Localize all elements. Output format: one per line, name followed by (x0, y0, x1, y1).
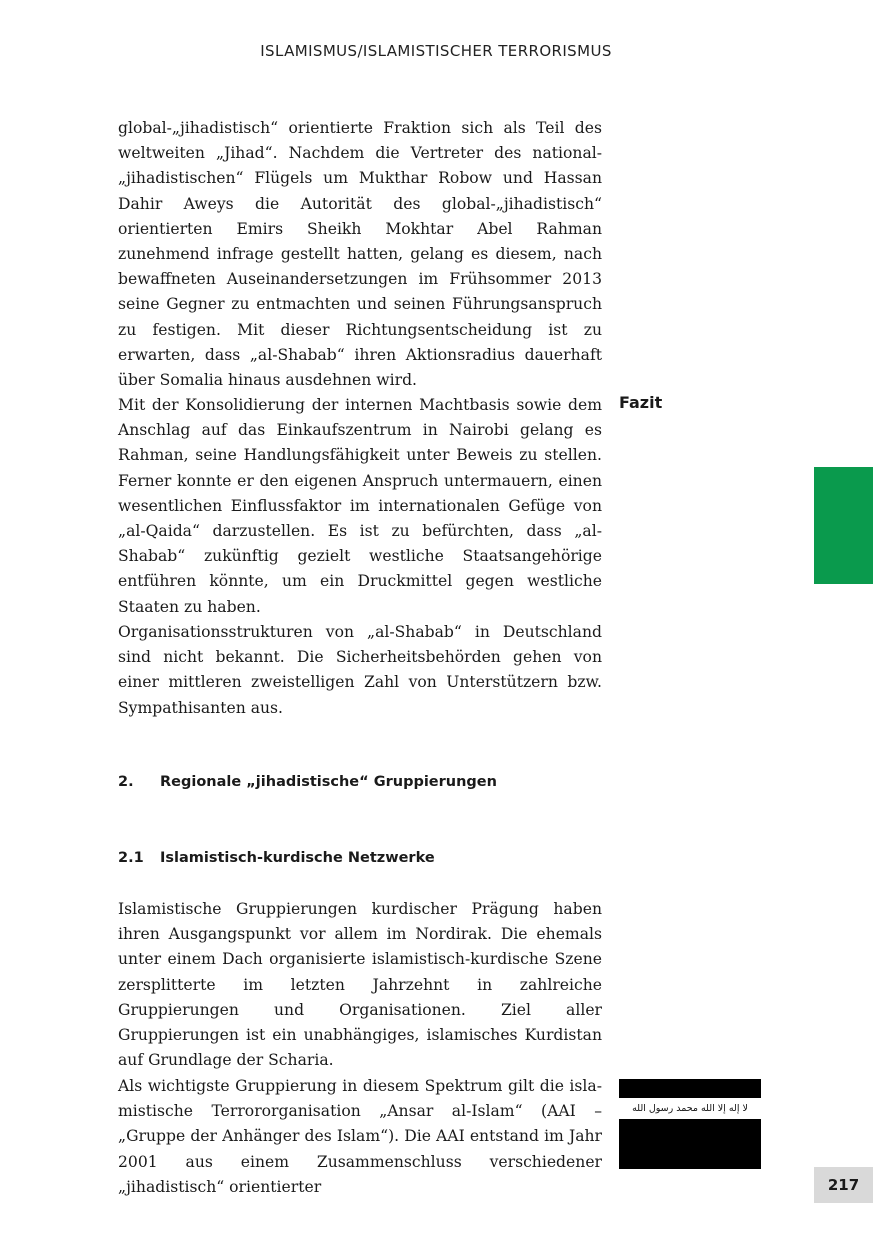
section-number: 2. (118, 774, 134, 790)
section-title: Regionale „jihadistische“ Gruppierungen (160, 774, 497, 790)
flag-inscription: لا إله إلا الله محمد رسول الله (632, 1103, 748, 1114)
subsection-number: 2.1 (118, 850, 144, 866)
paragraph-2: Mit der Konsolidierung der internen Machtbasis sowie dem Anschlag auf das Einkaufszentrum in Nairobi gelang es Rahman, seine Handlungsfähigkeit unter Beweis zu stellen. Ferner konnte er den eigenen Anspruch untermauern, einen wesentlichen Einflussfaktor im internationalen Gefüge von „al-Qaida“ darzustellen. Es ist zu befürchten, dass „al-Shabab“ zukünftig gezielt westliche Staatsangehörige entführen könnte, um ein Druckmittel gegen westliche Staaten zu haben. (118, 396, 602, 616)
ansar-al-islam-flag-image (619, 1079, 761, 1169)
flag-inscription-band (619, 1098, 761, 1119)
running-header: ISLAMISMUS/ISLAMISTISCHER TERRORISMUS (260, 42, 612, 60)
section-heading (118, 774, 497, 790)
margin-note-fazit: Fazit (619, 393, 663, 412)
subsection-heading (118, 850, 435, 866)
paragraph-5: Als wichtigste Gruppierung in diesem Spektrum gilt die islamistische Terrororganisation „Ansar al-Islam“ (AAI – „Gruppe der Anhänger des Islam“). Die AAI entstand im Jahr 2001 aus einem Zusammenschluss verschiedener „jihadistisch“ orientierter (118, 1077, 602, 1196)
paragraph-4: Islamistische Gruppierungen kurdischer Prägung haben ihren Ausgangspunkt vor allem im Nordirak. Die ehemals unter einem Dach organisierte islamistisch-kurdische Szene zersplitterte im letzten Jahrzehnt in zahlreiche Gruppierungen und Organisationen. Ziel aller Gruppierungen ist ein unabhängiges, islamisches Kurdistan auf Grundlage der Scharia. (118, 900, 602, 1070)
paragraph-1: global-„jihadistisch“ orientierte Fraktion sich als Teil des weltweiten „Jihad“. Nachdem die Vertreter des national-„jihadistischen“ Flügels um Mukthar Robow und Hassan Dahir Aweys die Autorität des global-„jihadistisch“ orientierten Emirs Sheikh Mokhtar Abel Rahman zunehmend infrage gestellt hatten, gelang es diesem, nach bewaffneten Auseinandersetzungen im Frühsommer 2013 seine Gegner zu entmachten und seinen Führungsanspruch zu festigen. Mit dieser Richtungsentscheidung ist zu erwarten, dass „al-Shabab“ ihren Aktionsradius dauerhaft über Somalia hinaus ausdehnen wird. (118, 119, 602, 390)
chapter-tab-marker (814, 467, 873, 584)
page-number: 217 (814, 1167, 873, 1203)
subsection-title: Islamistisch-kurdische Netzwerke (160, 850, 435, 866)
paragraph-3: Organisationsstrukturen von „al-Shabab“ in Deutschland sind nicht bekannt. Die Sicherheitsbehörden gehen von einer mittleren zweistelligen Zahl von Unterstützern bzw. Sympathisanten aus. (118, 623, 602, 717)
